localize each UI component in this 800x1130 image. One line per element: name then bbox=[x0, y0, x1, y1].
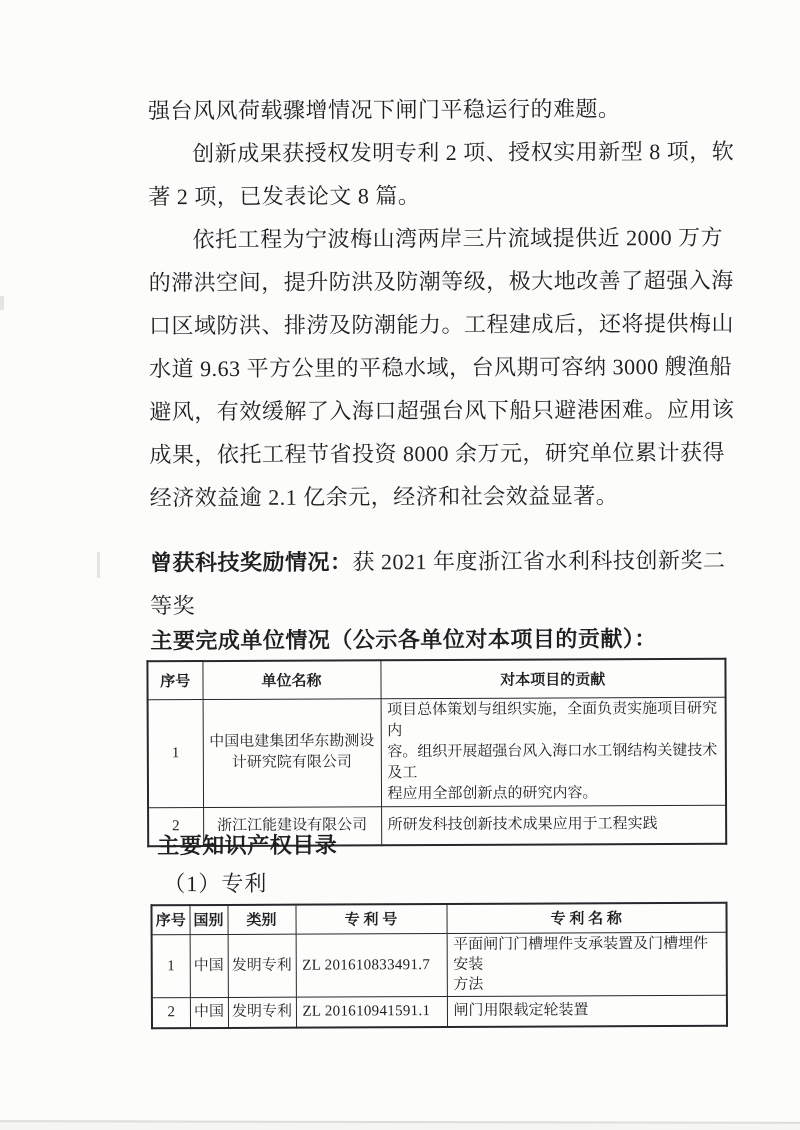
units-table-header-row bbox=[147, 659, 725, 700]
units-header-contribution: 对本项目的贡献 bbox=[380, 659, 725, 699]
award-text: 获 2021 年度浙江省水利科技创新奖二 等奖 bbox=[150, 547, 726, 619]
page-content bbox=[144, 0, 749, 1130]
units-row2-unit: 浙江江能建设有限公司 bbox=[203, 806, 381, 846]
units-header-no: 序号 bbox=[147, 661, 202, 699]
scan-artifact-speck bbox=[0, 296, 4, 310]
units-row1-contribution: 项目总体策划与组织实施，全面负责实施项目研究内 容。组织开展超强台风入海口水工钢结构关键技术及工 程应用全部创新点的研究内容。 bbox=[381, 697, 726, 807]
patent-row2-country: 中国 bbox=[190, 997, 228, 1028]
patents-header-category: 类别 bbox=[227, 905, 295, 934]
patents-header-patent-name: 专 利 名 称 bbox=[446, 903, 726, 933]
patent-row2-number: ZL 201610941591.1 bbox=[296, 996, 447, 1028]
table-row bbox=[152, 995, 727, 1029]
scan-page-bottom-edge bbox=[0, 1120, 800, 1130]
ip-subheading-patents: （1）专利 bbox=[163, 870, 268, 897]
patents-table bbox=[150, 902, 728, 1030]
scan-artifact-speck bbox=[97, 552, 100, 578]
units-row2-contribution: 所研发科技创新技术成果应用于工程实践 bbox=[381, 805, 726, 846]
patents-header-no: 序号 bbox=[151, 905, 189, 934]
units-table bbox=[146, 658, 727, 848]
patent-row1-number: ZL 201610833491.7 bbox=[296, 933, 447, 997]
units-header-unit: 单位名称 bbox=[202, 660, 380, 699]
award-line bbox=[150, 539, 742, 628]
body-paragraph-1: 强台风风荷载骤增情况下闸门平稳运行的难题。 bbox=[147, 96, 621, 124]
body-text bbox=[148, 87, 736, 520]
patent-row2-no: 2 bbox=[152, 997, 190, 1028]
ip-section-heading: 主要知识产权目录 bbox=[157, 832, 338, 859]
body-paragraph-2: 创新成果获授权发明专利 2 项、授权实用新型 8 项，软 著 2 项，已发表论文 8 篇。 bbox=[148, 138, 735, 210]
patent-row2-name: 闸门用限载定轮装置 bbox=[447, 995, 727, 1027]
units-row2-no: 2 bbox=[148, 807, 203, 846]
table-row bbox=[152, 932, 727, 998]
patents-header-country: 国别 bbox=[189, 905, 227, 934]
body-paragraph-3: 依托工程为宁波梅山湾两岸三片流域提供近 2000 万方 的滞洪空间，提升防洪及防潮等级，极大地改善了超强入海 口区域防洪、排涝及防潮能力。工程建成后，还将提供梅山 水道 9.63 平方公里的平稳水域，台风期可容纳 3000 艘渔船 避风，有效缓解了入海口超强台风下船只避港困难。应用该 成果，依托工程节省投资 8000 余万元，研究单位累计获得 经济效益逾 2.1 亿余元，经济和社会效益显著。 bbox=[148, 224, 735, 511]
patent-row1-category: 发明专利 bbox=[228, 934, 296, 997]
patent-row1-country: 中国 bbox=[190, 934, 228, 997]
units-row1-unit: 中国电建集团华东勘测设 计研究院有限公司 bbox=[203, 698, 381, 807]
patents-header-patent-no: 专 利 号 bbox=[295, 904, 446, 934]
award-label: 曾获科技奖励情况： bbox=[149, 549, 353, 576]
patent-row2-category: 发明专利 bbox=[228, 997, 296, 1028]
units-row1-no: 1 bbox=[148, 699, 203, 807]
patent-row1-name: 平面闸门门槽埋件支承装置及门槽埋件安装 方法 bbox=[447, 932, 727, 996]
patents-table-header-row bbox=[151, 903, 726, 935]
patent-row1-no: 1 bbox=[152, 934, 190, 997]
units-section-heading: 主要完成单位情况（公示各单位对本项目的贡献）： bbox=[150, 626, 657, 654]
table-row bbox=[148, 697, 726, 808]
